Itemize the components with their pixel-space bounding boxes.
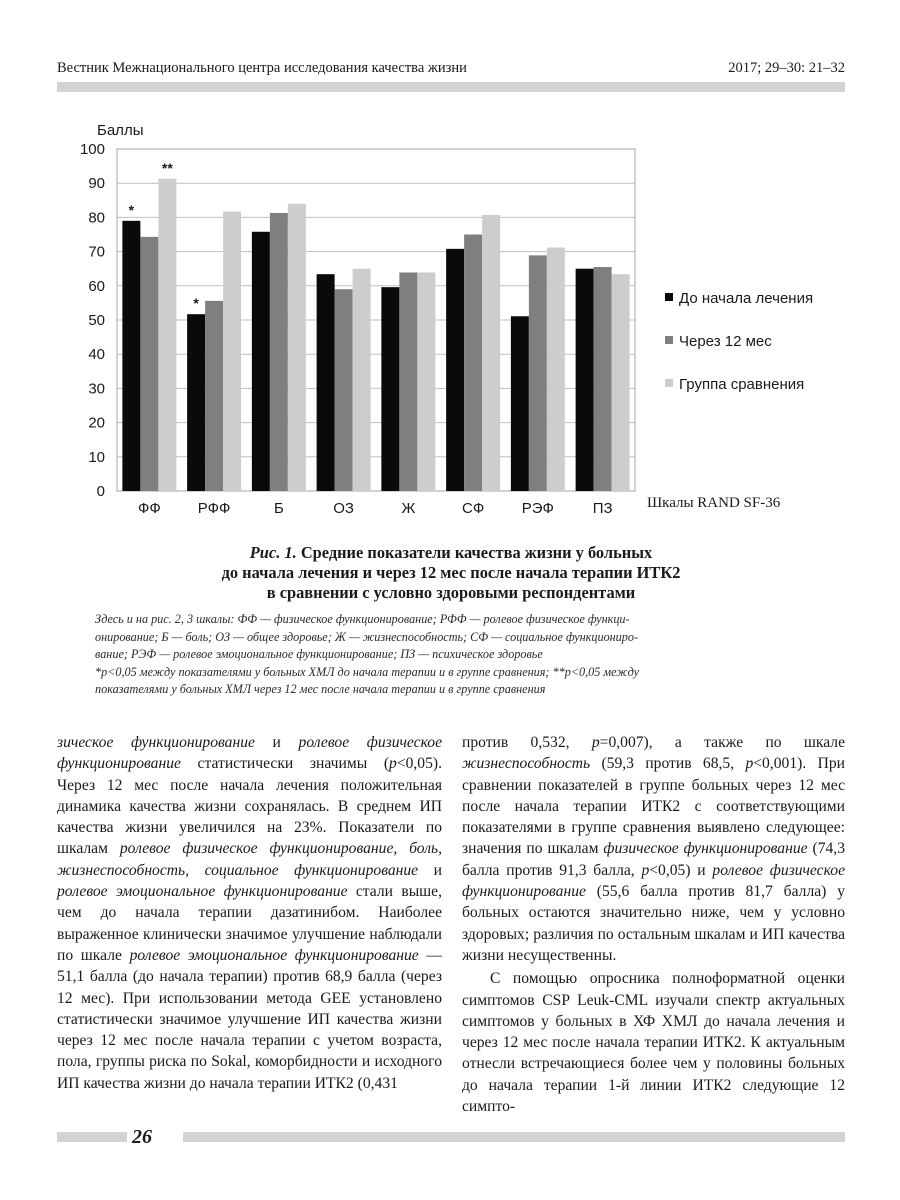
bar-2 [529,255,547,491]
legend-label-1: До начала лечения [679,290,814,307]
caption-line-3: в сравнении с условно здоровыми респондентами [266,583,636,602]
significance-marker: * [193,295,199,312]
bar-3 [482,215,500,491]
running-header [57,58,845,80]
legend-label-2: Через 12 мес [679,333,772,350]
y-tick-label: 50 [88,312,105,329]
x-tick-label: РЭФ [521,500,554,517]
text-run: <0,05) и [649,861,713,879]
note-line-5: показателями у больных ХМЛ через 12 мес после начала терапии и в группе сравнения [95,682,546,697]
note-line-3: вание; РЭФ — ролевое эмоциональное функционирование; ПЗ — психическое здоровье [95,647,543,662]
x-tick-label: СФ [462,500,485,517]
y-tick-label: 10 [88,448,105,466]
italic-text-run: ролевое эмоциональное функционирование [57,883,348,901]
bar-3 [353,269,371,491]
italic-text-run: p [745,755,754,773]
significance-marker: ** [161,159,173,176]
figure-caption [57,543,845,603]
bar-2 [205,301,223,491]
italic-text-run: p [591,734,600,751]
text-run: и [254,734,299,751]
bar-3 [612,274,630,491]
text-run: против 0,532, [462,734,592,751]
y-tick-label: 80 [88,209,105,227]
header-rule [57,82,845,92]
legend-swatch-2 [665,336,673,344]
figure-1 [57,110,845,540]
italic-text-run: ролевое эмоциональное функционирование [129,946,419,964]
bar-1 [317,274,335,491]
bar-1 [252,232,270,491]
paragraph [462,732,845,966]
italic-text-run: ролевое физическое функционирование, боль, жизнеспособность, социальное функционирование [57,840,442,879]
italic-text-run: зическое функционирование [57,734,255,751]
italic-text-run: ролевое физическое функционирование [57,734,442,773]
x-axis-label: Шкалы RAND SF-36 [647,495,781,511]
text-run: =0,007), а также по шкале [599,734,846,751]
text-run: С помощью опросника полноформатной оценки симптомов CSP Leuk-CML изучали спектр актуальных симптомов у больных в ХФ ХМЛ до начала лечения и через 12 мес после начала терапии ИТК2. К актуальным отнесли встречающиеся более чем у половины больных до начала терапии 1-й линии ИТК2 следующие 12 симпто- [462,970,845,1116]
text-run: — 51,1 балла (до начала терапии) против 68,9 балла (через 12 мес). При использовании метода GEE установлено статистически значимое улучшение ИП качества жизни через 12 мес после начала терапии с учетом возраста, пола, группы риска по Sokal, коморбидности и исходного ИП качества жизни до начала терапии ИТК2 (0,431 [57,946,442,1092]
text-run: <0,05). Через 12 мес после начала лечения положительная динамика качества жизни сохранялась. В среднем ИП качества жизни увеличился на 23%. Показатели по шкалам [57,755,442,858]
caption-line-2: до начала лечения и через 12 мес после начала терапии ИТК2 [221,563,681,582]
issue-reference: 2017; 29–30: 21–32 [728,60,845,76]
footer-rule-right [183,1132,845,1142]
y-tick-label: 0 [96,483,105,500]
bar-1 [576,269,594,491]
bar-2 [335,289,353,491]
y-tick-label: 40 [88,346,105,364]
bar-1 [122,221,140,491]
text-run: стали выше, чем до начала терапии дазатинибом. Наиболее выраженное клинически значимое улучшение наблюдали по шкале [57,883,442,964]
bar-3 [288,204,306,491]
paragraph [57,732,442,1094]
y-tick-label: 100 [79,141,105,158]
page-number: 26 [132,1126,152,1148]
y-tick-label: 60 [88,277,105,295]
text-run: (74,3 балла против 91,3 балла, [462,840,845,879]
text-run: (59,3 против 68,5, [590,755,746,773]
bar-2 [594,267,612,491]
bar-3 [547,247,565,491]
legend-label-3: Группа сравнения [679,376,805,393]
note-line-1: Здесь и на рис. 2, 3 шкалы: ФФ — физическое функционирование; РФФ — ролевое физическое функци- [95,612,630,626]
x-tick-label: РФФ [197,500,231,517]
figure-label: Рис. 1. [249,543,297,562]
italic-text-run: ролевое физическое функционирование [462,861,845,901]
note-line-2: онирование; Б — боль; ОЗ — общее здоровье; Ж — жизнеспособность; СФ — социальное функциониро- [95,629,639,644]
body-column-right [462,732,845,1117]
bar-chart [57,110,845,540]
x-tick-label: ОЗ [333,500,354,517]
italic-text-run: p [389,755,397,773]
bar-3 [158,179,176,491]
italic-text-run: физическое функционирование [603,840,808,858]
italic-text-run: p [641,861,650,879]
bar-3 [223,212,241,491]
caption-line-1 [57,543,845,563]
text-run: и [418,861,442,879]
y-tick-label: 90 [88,175,105,193]
paragraph [462,968,845,1117]
text-run: (55,6 балла против 81,7 балла) у больных остаются значительно ниже, чем у условно здоровых; различия по остальным шкалам и ИП качества жизни несущественны. [462,883,845,964]
bar-3 [417,272,435,491]
bar-1 [187,314,205,491]
bar-2 [140,237,158,491]
caption-line-1-text: Средние показатели качества жизни у больных [300,543,653,562]
bar-2 [270,213,288,491]
x-tick-label: Б [273,500,284,517]
bar-1 [446,249,464,491]
bar-2 [464,235,482,492]
text-run: <0,001). При сравнении показателей в группе больных через 12 мес после начала терапии ИТК2 с соответствующими показателями в группе сравнения выявлено следующее: значения по шкалам [462,755,845,858]
x-tick-label: ПЗ [592,500,613,517]
footer-rule-left [57,1132,127,1142]
y-tick-label: 20 [88,414,105,432]
note-line-4: *p<0,05 между показателями у больных ХМЛ до начала терапии и в группе сравнения; **p<0,05 между [95,664,640,679]
body-column-left [57,732,442,1094]
legend-swatch-3 [665,379,673,387]
journal-title: Вестник Межнационального центра исследования качества жизни [57,60,467,76]
italic-text-run: жизнеспособность [462,755,591,773]
text-run: статистически значимы ( [180,755,390,773]
bar-2 [399,272,417,491]
significance-marker: * [128,201,135,218]
bar-1 [511,316,529,491]
x-tick-label: ФФ [137,500,161,517]
y-tick-label: 30 [88,380,105,398]
legend-swatch-1 [665,293,673,301]
y-tick-label: 70 [88,243,105,261]
y-axis-label: Баллы [97,122,144,139]
bar-1 [381,287,399,491]
figure-note [95,611,815,699]
x-tick-label: Ж [401,500,416,517]
